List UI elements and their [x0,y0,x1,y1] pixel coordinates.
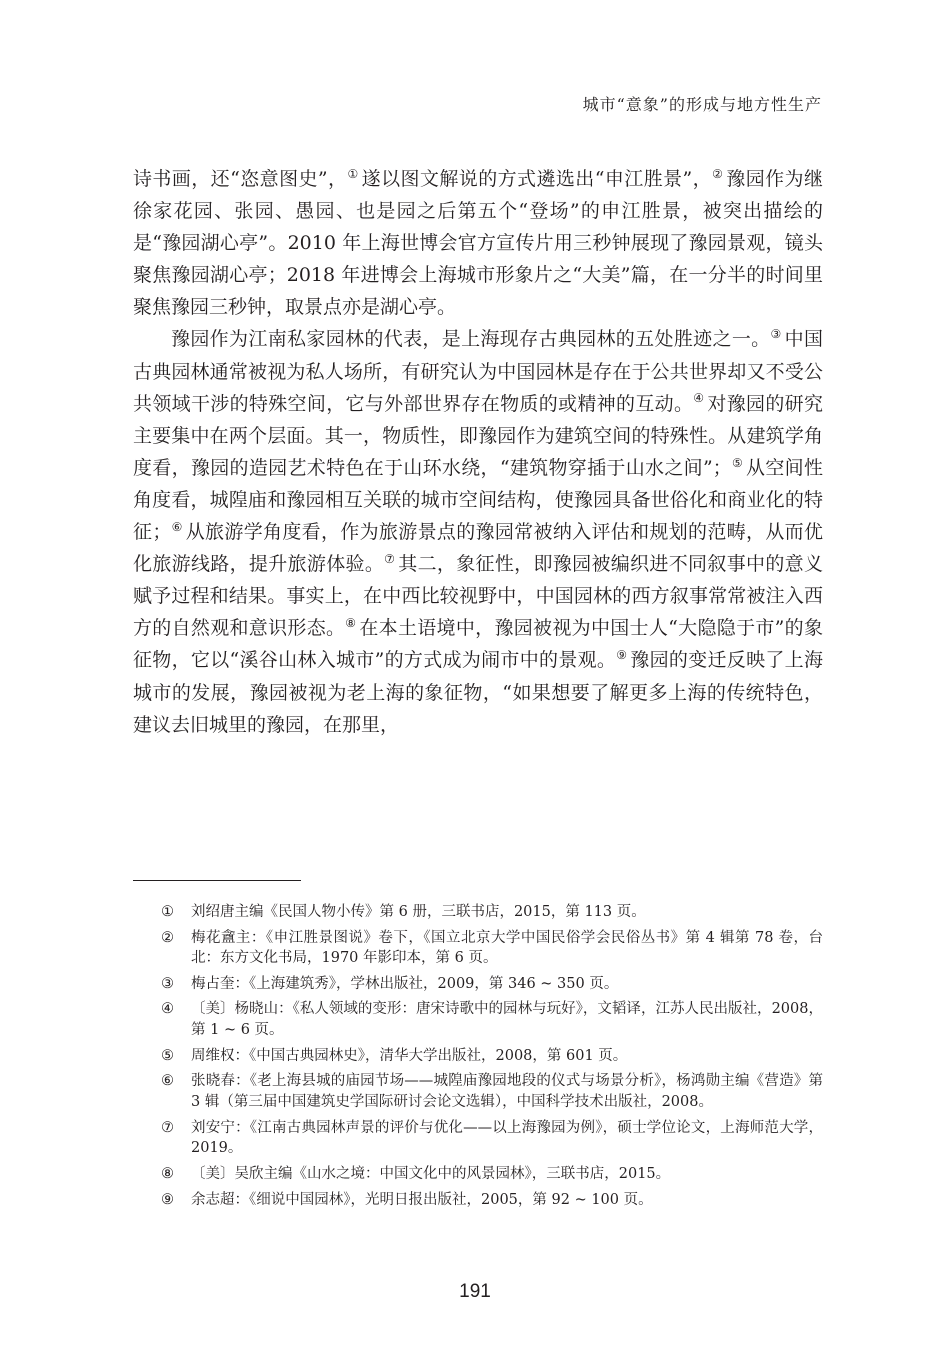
footnotes [133,902,823,1215]
paragraph [133,163,823,323]
footnote-ref: ⑧ [345,616,357,631]
footnote-text: 梅花盦主：《申江胜景图说》卷下，《国立北京大学中国民俗学会民俗丛书》第 4 辑第 78 卷，台北：东方文化书局，1970 年影印本，第 6 页。 [191,929,823,967]
footnote-number: ⑦ [161,1119,174,1136]
text-run: 从旅游学角度看，作为旅游景点的豫园常被纳入评估和规划的范畴，从而优化旅游线路，提升旅游体验。 [133,521,823,576]
text-run: 豫园的变迁反映了上海城市的发展，豫园被视为老上海的象征物，“如果想要了解更多上海的传统特色，建议去旧城里的豫园，在那里， [133,649,823,736]
footnote [133,974,823,995]
footnote [133,928,823,969]
footnote-ref: ⑦ [384,551,396,566]
footnote [133,902,823,923]
footnote-text: 周维权：《中国古典园林史》，清华大学出版社，2008，第 601 页。 [191,1047,628,1064]
footnote [133,1118,823,1159]
footnote-text: 〔美〕杨晓山：《私人领域的变形：唐宋诗歌中的园林与玩好》，文韬译，江苏人民出版社，2008，第 1 ~ 6 页。 [191,1001,823,1039]
text-run: 对豫园的研究主要集中在两个层面。其一，物质性，即豫园作为建筑空间的特殊性。从建筑学角度看，豫园的造园艺术特色在于山环水绕，“建筑物穿插于山水之间”； [133,392,823,479]
footnote-ref: ⑨ [616,648,628,663]
footnote-text: 梅占奎：《上海建筑秀》，学林出版社，2009，第 346 ~ 350 页。 [191,975,619,992]
footnote-text: 刘安宁：《江南古典园林声景的评价与优化——以上海豫园为例》，硕士学位论文，上海师范大学，2019。 [191,1119,823,1157]
footnote [133,1164,823,1185]
footnote [133,1071,823,1112]
footnote-number: ⑧ [161,1165,174,1182]
text-run: 在本土语境中，豫园被视为中国士人“大隐隐于市”的象征物，它以“溪谷山林入城市”的方式成为闹市中的景观。 [133,617,823,672]
footnote-number: ③ [161,975,174,992]
footnote-number: ① [161,904,174,920]
footnote-ref: ⑤ [731,455,744,470]
running-head: 城市“意象”的形成与地方性生产 [582,95,822,114]
footnote-number: ⑥ [161,1073,174,1090]
body-text [133,163,823,741]
footnote-text: 张晓春：《老上海县城的庙园节场——城隍庙豫园地段的仪式与场景分析》，杨鸿勋主编《营造》第 3 辑（第三届中国建筑史学国际研讨会论文选辑），中国科学技术出版社，2008。 [191,1073,823,1111]
text-run: 豫园作为继徐家花园、张园、愚园、也是园之后第五个“登场”的申江胜景，被突出描绘的是“豫园湖心亭”。2010 年上海世博会官方宣传片用三秒钟展现了豫园景观，镜头聚焦豫园湖心亭；2018 年进博会上海城市形象片之“大美”篇，在一分半的时间里聚焦豫园三秒钟，取景点亦是湖心亭。 [133,168,823,319]
text-run: 从空间性角度看，城隍庙和豫园相互关联的城市空间结构，使豫园具备世俗化和商业化的特征； [133,456,823,544]
footnote-text: 〔美〕吴欣主编《山水之境：中国文化中的风景园林》，三联书店，2015。 [191,1165,671,1182]
footnote-number: ⑨ [161,1191,174,1208]
text-run: 中国古典园林通常被视为私人场所，有研究认为中国园林是存在于公共世界却又不受公共领域干涉的特殊空间，它与外部世界存在物质的或精神的互动。 [133,328,823,415]
footnote-ref: ② [712,166,724,181]
page-number: 191 [459,1281,491,1302]
text-run: 遂以图文解说的方式遴选出“申江胜景”， [361,168,713,190]
text-run: 豫园作为江南私家园林的代表，是上海现存古典园林的五处胜迹之一。 [171,328,771,351]
paragraph [133,323,823,740]
footnote-number: ② [161,929,174,946]
text-run: 诗书画，还“恣意图史”， [133,168,348,190]
footnote-text: 刘绍唐主编《民国人物小传》第 6 册，三联书店，2015，第 113 页。 [191,904,646,920]
footnote-number: ⑤ [161,1047,174,1064]
footnote-ref: ⑥ [171,519,183,534]
footnote-number: ④ [161,1001,174,1018]
footnote-ref: ④ [693,391,705,406]
text-run: 其二，象征性，即豫园被编织进不同叙事中的意义赋予过程和结果。事实上，在中西比较视野中，中国园林的西方叙事常常被注入西方的自然观和意识形态。 [133,553,823,640]
footnote [133,1046,823,1067]
footnote [133,1190,823,1211]
footnote-text: 余志超：《细说中国园林》，光明日报出版社，2005，第 92 ~ 100 页。 [191,1191,653,1208]
footnote-ref: ① [347,166,359,181]
footnote-divider [133,880,301,881]
footnote [133,999,823,1040]
footnote-ref: ③ [770,327,782,342]
